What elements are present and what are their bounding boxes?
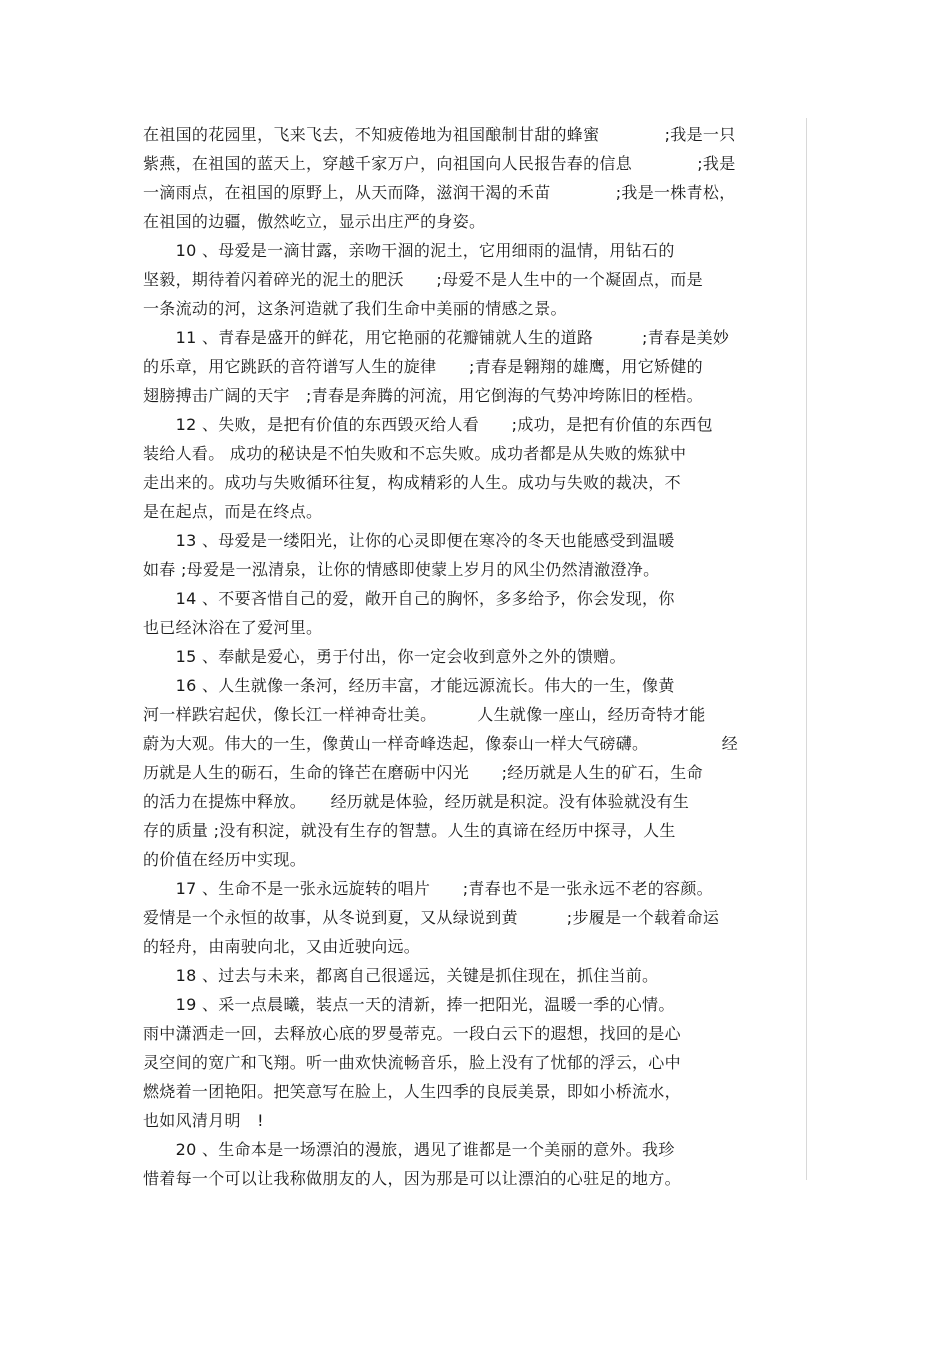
text-line: 在祖国的边疆，傲然屹立，显示出庄严的身姿。 — [143, 212, 486, 231]
text-line: 灵空间的宽广和飞翔。听一曲欢快流畅音乐，脸上没有了忧郁的浮云，心中 — [143, 1053, 681, 1072]
text-line: 爱情是一个永恒的故事，从冬说到夏，又从绿说到黄 ;步履是一个载着命运 — [143, 908, 720, 927]
text-line: 在祖国的花园里，飞来飞去，不知疲倦地为祖国酿制甘甜的蜂蜜 ;我是一只 — [143, 125, 736, 144]
text-line: 紫燕，在祖国的蓝天上，穿越千家万户，向祖国向人民报告春的信息 ;我是 — [143, 154, 736, 173]
text-line: 河一样跌宕起伏，像长江一样神奇壮美。 人生就像一座山，经历奇特才能 — [143, 705, 706, 724]
text-line: 10 、母爱是一滴甘露，亲吻干涸的泥土，它用细雨的温情，用钻石的 — [143, 241, 675, 260]
text-line: 14 、不要吝惜自己的爱，敞开自己的胸怀，多多给予，你会发现，你 — [143, 589, 675, 608]
text-line: 的价值在经历中实现。 — [143, 850, 307, 869]
text-line: 一条流动的河，这条河造就了我们生命中美丽的情感之景。 — [143, 299, 567, 318]
text-line: 的乐章，用它跳跃的音符谱写人生的旋律 ;青春是翱翔的雄鹰，用它矫健的 — [143, 357, 703, 376]
text-line: 也如风清月明 ! — [143, 1111, 264, 1130]
text-line: 装给人看。 成功的秘诀是不怕失败和不忘失败。成功者都是从失败的炼狱中 — [143, 444, 687, 463]
text-line: 17 、生命不是一张永远旋转的唱片 ;青春也不是一张永远不老的容颜。 — [143, 879, 713, 898]
text-line: 11 、青春是盛开的鲜花，用它艳丽的花瓣铺就人生的道路 ;青春是美妙 — [143, 328, 730, 347]
text-line: 雨中潇洒走一回，去释放心底的罗曼蒂克。一段白云下的遐想，找回的是心 — [143, 1024, 681, 1043]
text-line: 15 、奉献是爱心，勇于付出，你一定会收到意外之外的馈赠。 — [143, 647, 626, 666]
text-line: 12 、失败，是把有价值的东西毁灭给人看 ;成功，是把有价值的东西包 — [143, 415, 713, 434]
text-line: 翅膀搏击广阔的天宇 ;青春是奔腾的河流，用它倒海的气势冲垮陈旧的桎梏。 — [143, 386, 703, 405]
text-line: 坚毅，期待着闪着碎光的泥土的肥沃 ;母爱不是人生中的一个凝固点，而是 — [143, 270, 703, 289]
text-line: 的轻舟，由南驶向北，又由近驶向远。 — [143, 937, 421, 956]
text-line: 蔚为大观。伟大的一生，像黄山一样奇峰迭起，像泰山一样大气磅礴。 经 — [143, 734, 739, 753]
text-line: 20 、生命本是一场漂泊的漫旅，遇见了谁都是一个美丽的意外。我珍 — [143, 1140, 675, 1159]
text-line: 惜着每一个可以让我称做朋友的人，因为那是可以让漂泊的心驻足的地方。 — [143, 1169, 681, 1188]
text-line: 历就是人生的砺石，生命的锋芒在磨砺中闪光 ;经历就是人生的矿石，生命 — [143, 763, 703, 782]
text-line: 也已经沐浴在了爱河里。 — [143, 618, 323, 637]
text-line: 燃烧着一团艳阳。把笑意写在脸上，人生四季的良辰美景，即如小桥流水， — [143, 1082, 681, 1101]
text-line: 如春 ;母爱是一泓清泉，让你的情感即使蒙上岁月的风尘仍然清澈澄净。 — [143, 560, 660, 579]
text-line: 18 、过去与未来，都离自己很遥远，关键是抓住现在，抓住当前。 — [143, 966, 659, 985]
text-line: 19 、采一点晨曦，装点一天的清新，捧一把阳光，温暖一季的心情。 — [143, 995, 675, 1014]
text-line: 13 、母爱是一缕阳光，让你的心灵即便在寒冷的冬天也能感受到温暖 — [143, 531, 675, 550]
text-line: 的活力在提炼中释放。 经历就是体验，经历就是积淀。没有体验就没有生 — [143, 792, 690, 811]
text-line: 16 、人生就像一条河，经历丰富，才能远源流长。伟大的一生，像黄 — [143, 676, 675, 695]
text-line: 存的质量 ;没有积淀，就没有生存的智慧。人生的真谛在经历中探寻，人生 — [143, 821, 676, 840]
text-line: 是在起点，而是在终点。 — [143, 502, 323, 521]
text-line: 一滴雨点，在祖国的原野上，从天而降，滋润干渴的禾苗 ;我是一株青松， — [143, 183, 736, 202]
text-line: 走出来的。成功与失败循环往复，构成精彩的人生。成功与失败的裁决，不 — [143, 473, 681, 492]
